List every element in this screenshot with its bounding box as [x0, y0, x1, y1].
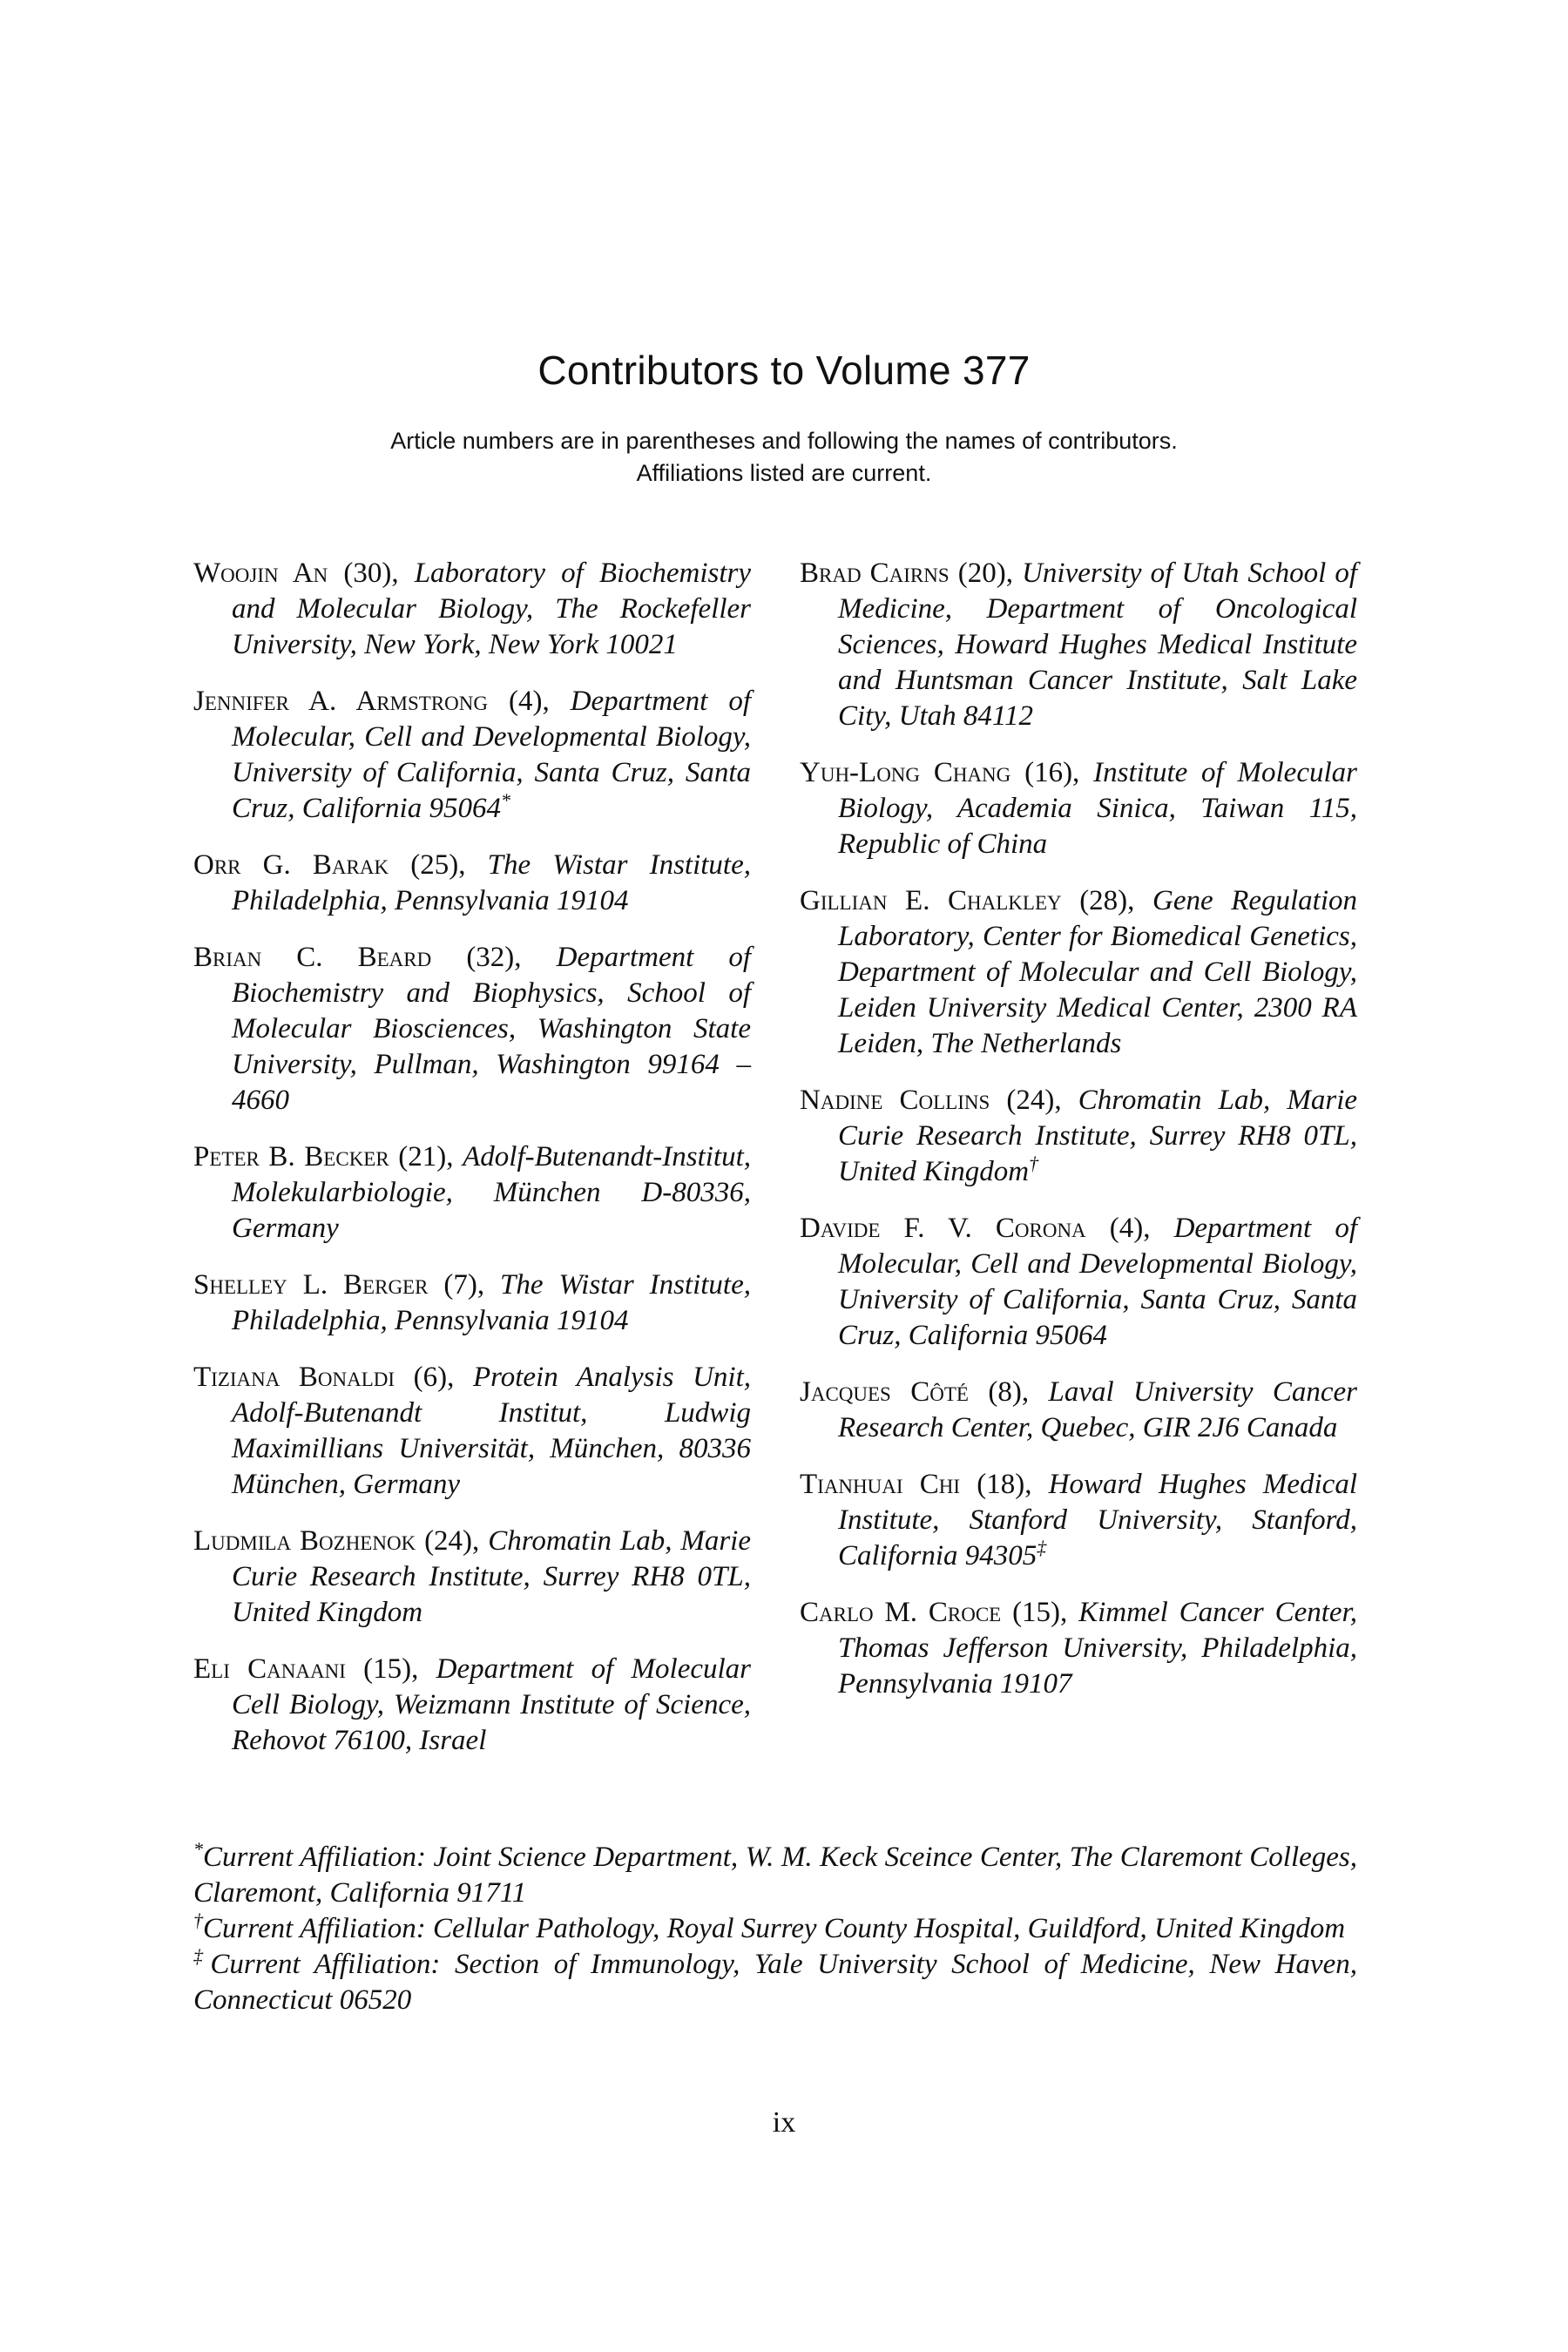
contributor-name: Jennifer A. Armstrong	[193, 686, 488, 717]
affiliation: Gene Regulation Laboratory, Center for Biomedical Genetics, Department of Molecular and Cell Biology, Leiden University Medical Center, 2300 RA Leiden, The Netherlands	[838, 885, 1358, 1059]
contributor-name: Orr G. Barak	[193, 849, 389, 881]
footnote-text: Current Affiliation: Joint Science Department, W. M. Keck Sceince Center, The Claremont Colleges, Claremont, California 91711	[193, 1842, 1357, 1909]
contributor-entry	[193, 1652, 751, 1759]
contributor-name: Ludmila Bozhenok	[193, 1525, 416, 1557]
footnote	[193, 1911, 1357, 1947]
article-number: (20),	[949, 558, 1023, 589]
contributors-left-column	[193, 556, 751, 1780]
contributor-name: Woojin An	[193, 558, 328, 589]
article-number: (21),	[389, 1141, 463, 1173]
contributor-entry	[800, 1595, 1357, 1702]
affiliation: Kimmel Cancer Center, Thomas Jefferson University, Philadelphia, Pennsylvania 19107	[838, 1597, 1357, 1700]
article-number: (15),	[1001, 1597, 1079, 1628]
subtitle	[0, 425, 1568, 490]
footnote-text: Current Affiliation: Cellular Pathology, Royal Surrey County Hospital, Guildford, United Kingdom	[203, 1913, 1346, 1944]
footnote-text: Current Affiliation: Section of Immunology, Yale University School of Medicine, New Haven, Connecticut 06520	[193, 1949, 1358, 2016]
contributor-name: Carlo M. Croce	[800, 1597, 1002, 1628]
footnote-mark: †	[193, 1909, 203, 1931]
contributor-name: Gillian E. Chalkley	[800, 885, 1062, 916]
contributor-name: Jacques Côté	[800, 1376, 969, 1408]
contributor-entry	[193, 684, 751, 827]
page-title: Contributors to Volume 377	[537, 348, 1031, 393]
affiliation: Howard Hughes Medical Institute, Stanford University, Stanford, California 94305	[838, 1469, 1357, 1571]
contributor-entry	[193, 556, 751, 663]
affiliation: Department of Biochemistry and Biophysics, School of Molecular Biosciences, Washington State University, Pullman, Washington 99164 –4660	[232, 942, 751, 1116]
footnote	[193, 1947, 1357, 2018]
footnote-mark: †	[1029, 1152, 1039, 1174]
contributor-entry	[193, 1360, 751, 1503]
footnote	[193, 1840, 1357, 1911]
article-number: (8),	[968, 1376, 1049, 1408]
affiliation: University of Utah School of Medicine, Department of Oncological Sciences, Howard Hughes Medical Institute and Huntsman Cancer Institute, Salt Lake City, Utah 84112	[838, 558, 1357, 732]
footnote-mark: *	[500, 789, 510, 811]
affiliation: Laval University Cancer Research Center, Quebec, GIR 2J6 Canada	[838, 1376, 1358, 1443]
contributor-name: Tiziana Bonaldi	[193, 1362, 395, 1393]
contributor-name: Davide F. V. Corona	[800, 1213, 1086, 1244]
article-number: (15),	[345, 1653, 436, 1685]
subtitle-line: Article numbers are in parentheses and following the names of contributors.	[390, 428, 1178, 454]
article-number: (6),	[395, 1362, 473, 1393]
contributor-name: Brian C. Beard	[193, 942, 432, 973]
contributor-entry	[800, 1083, 1357, 1190]
affiliation: Department of Molecular, Cell and Developmental Biology, University of California, Santa Cruz, Santa Cruz, California 95064	[232, 686, 751, 824]
contributor-name: Brad Cairns	[800, 558, 950, 589]
footnote-mark: *	[193, 1838, 203, 1860]
contributor-entry	[193, 848, 751, 919]
affiliation: Chromatin Lab, Marie Curie Research Institute, Surrey RH8 0TL, United Kingdom	[838, 1085, 1358, 1187]
article-number: (28),	[1061, 885, 1152, 916]
contributor-name: Tianhuai Chi	[800, 1469, 961, 1500]
affiliation: Protein Analysis Unit, Adolf-Butenandt Institut, Ludwig Maximillians Universität, München, 80336 München, Germany	[232, 1362, 752, 1500]
article-number: (18),	[960, 1469, 1049, 1500]
article-number: (24),	[990, 1085, 1078, 1116]
footnotes	[193, 1840, 1357, 2018]
subtitle-line: Affiliations listed are current.	[636, 460, 932, 486]
contributor-entry	[193, 1524, 751, 1631]
article-number: (7),	[428, 1269, 501, 1301]
contributor-name: Peter B. Becker	[193, 1141, 389, 1173]
contributor-name: Eli Canaani	[193, 1653, 346, 1685]
affiliation: Institute of Molecular Biology, Academia Sinica, Taiwan 115, Republic of China	[838, 757, 1357, 860]
contributor-entry	[193, 940, 751, 1119]
contributor-entry	[800, 1467, 1357, 1574]
affiliation: Adolf-Butenandt-Institut, Molekularbiologie, München D-80336, Germany	[232, 1141, 751, 1244]
footnote-mark: ‡	[1037, 1537, 1047, 1558]
article-number: (32),	[431, 942, 557, 973]
article-number: (25),	[389, 849, 488, 881]
affiliation: Chromatin Lab, Marie Curie Research Institute, Surrey RH8 0TL, United Kingdom	[232, 1525, 751, 1628]
contributor-entry	[193, 1267, 751, 1339]
affiliation: The Wistar Institute, Philadelphia, Pennsylvania 19104	[232, 849, 751, 916]
contributor-name: Shelley L. Berger	[193, 1269, 429, 1301]
affiliation: Department of Molecular, Cell and Developmental Biology, University of California, Santa Cruz, Santa Cruz, California 95064	[838, 1213, 1357, 1351]
contributor-entry	[800, 1211, 1357, 1354]
contributor-name: Yuh-Long Chang	[800, 757, 1011, 788]
article-number: (24),	[416, 1525, 489, 1557]
contributor-entry	[800, 1375, 1357, 1446]
contributor-name: Nadine Collins	[800, 1085, 990, 1116]
article-number: (30),	[328, 558, 415, 589]
contributor-entry	[800, 883, 1357, 1062]
contributor-entry	[193, 1139, 751, 1247]
contributor-entry	[800, 556, 1357, 734]
contributor-entry	[800, 755, 1357, 862]
footnote-mark: ‡	[193, 1945, 211, 1967]
affiliation: Department of Molecular Cell Biology, Weizmann Institute of Science, Rehovot 76100, Israel	[232, 1653, 751, 1756]
article-number: (16),	[1010, 757, 1094, 788]
article-number: (4),	[1085, 1213, 1174, 1244]
contributors-right-column	[800, 556, 1357, 1723]
affiliation: Laboratory of Biochemistry and Molecular Biology, The Rockefeller University, New York, New York 10021	[232, 558, 751, 660]
page-number: ix	[772, 2106, 796, 2139]
affiliation: The Wistar Institute, Philadelphia, Pennsylvania 19104	[232, 1269, 751, 1336]
article-number: (4),	[488, 686, 571, 717]
